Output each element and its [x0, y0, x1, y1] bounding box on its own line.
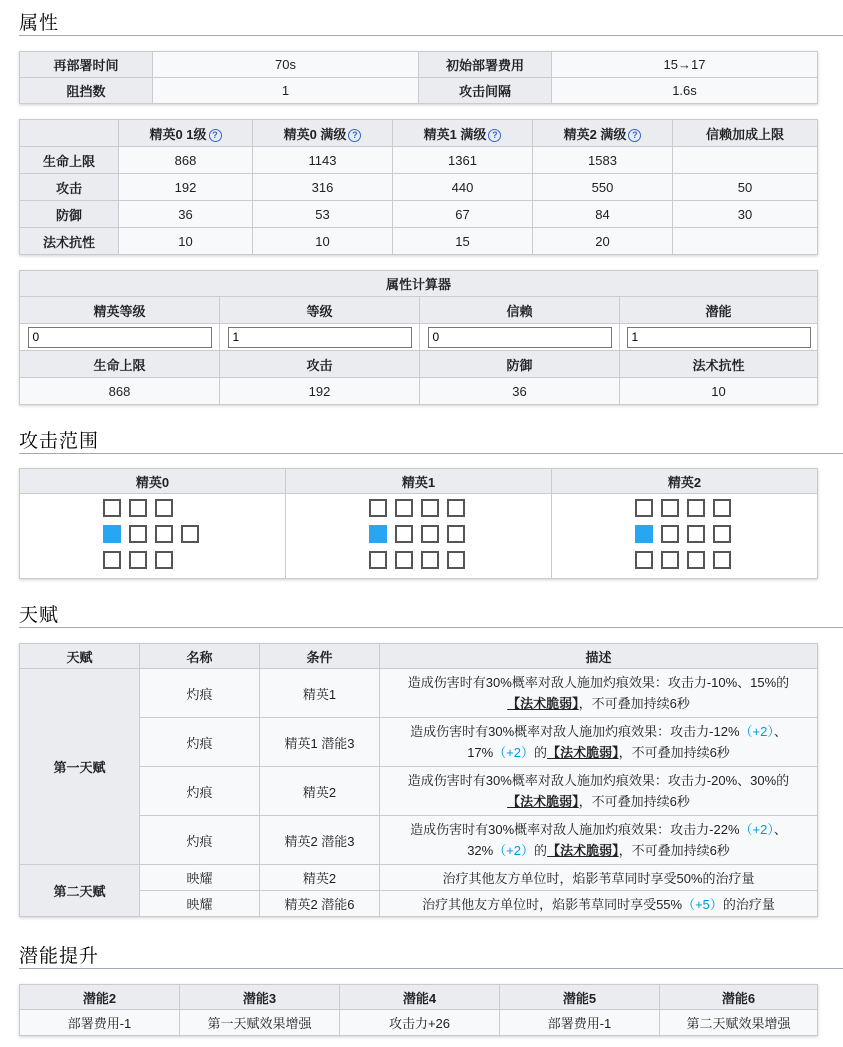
talent-condition: 精英2: [260, 865, 380, 891]
table-row: [20, 669, 818, 718]
range-tile: [687, 551, 705, 569]
range-grid: [103, 499, 203, 574]
stat-value: 868: [119, 147, 253, 174]
talent-header-desc: 描述: [380, 644, 818, 669]
range-grid: [635, 499, 735, 574]
elite-level-input[interactable]: [28, 327, 212, 348]
potential-header: 潜能3: [180, 985, 340, 1010]
stats-header-e0-max: 精英0 满级 ?: [253, 120, 393, 147]
trust-input[interactable]: [428, 327, 612, 348]
table-row: [20, 718, 818, 767]
range-tile: [635, 551, 653, 569]
stats-header-e1-max: 精英1 满级 ?: [393, 120, 533, 147]
range-tile: [155, 525, 173, 543]
block-value: 1: [153, 78, 419, 104]
calc-hp-label: 生命上限: [20, 351, 220, 378]
level-label: 等级: [220, 297, 420, 324]
potential-effect: 第二天赋效果增强: [660, 1010, 818, 1036]
talent-description: 造成伤害时有30%概率对敌人施加灼痕效果：攻击力-10%、15%的 【法术脆弱】，不可叠加持续6秒: [380, 669, 818, 718]
trust-label: 信赖: [420, 297, 620, 324]
operator-tile: [103, 525, 121, 543]
calc-atk-label: 攻击: [220, 351, 420, 378]
stat-value: 53: [253, 201, 393, 228]
talent-condition: 精英2: [260, 767, 380, 816]
range-tile: [155, 499, 173, 517]
row-label-res: 法术抗性: [20, 228, 119, 255]
stat-value: 10: [253, 228, 393, 255]
range-cell-e0: [20, 494, 286, 579]
stat-value: 1143: [253, 147, 393, 174]
potential-header: 潜能2: [20, 985, 180, 1010]
operator-tile: [369, 525, 387, 543]
section-divider: [19, 627, 843, 628]
section-title-range: 攻击范围: [19, 430, 100, 452]
help-icon[interactable]: ?: [628, 129, 641, 142]
keyword-link[interactable]: 【法术脆弱】: [547, 843, 619, 858]
stats-header-e0-1: 精英0 1级 ?: [119, 120, 253, 147]
stats-header-trust: 信赖加成上限: [673, 120, 818, 147]
stat-value: [673, 228, 818, 255]
help-icon[interactable]: ?: [209, 129, 222, 142]
range-tile: [421, 551, 439, 569]
talent-group-second: 第二天赋: [20, 865, 140, 917]
potential-effect: 攻击力+26: [340, 1010, 500, 1036]
operator-tile: [635, 525, 653, 543]
calc-def-label: 防御: [420, 351, 620, 378]
stat-value: 10: [119, 228, 253, 255]
talent-condition: 精英2 潜能3: [260, 816, 380, 865]
stats-table: [19, 119, 818, 255]
table-row: [20, 767, 818, 816]
stat-value: 316: [253, 174, 393, 201]
range-tile: [369, 551, 387, 569]
table-row: [20, 816, 818, 865]
potential-effect: 第一天赋效果增强: [180, 1010, 340, 1036]
range-header-e2: 精英2: [552, 469, 818, 494]
cost-value: 15→17: [552, 52, 818, 78]
cost-label: 初始部署费用: [419, 52, 552, 78]
help-icon[interactable]: ?: [488, 129, 501, 142]
table-row: [20, 228, 818, 255]
range-tile: [661, 499, 679, 517]
range-header-e1: 精英1: [286, 469, 552, 494]
range-tile: [447, 551, 465, 569]
row-label-atk: 攻击: [20, 174, 119, 201]
stats-header-e2-max: 精英2 满级 ?: [533, 120, 673, 147]
table-row: [20, 891, 818, 917]
stat-value: 84: [533, 201, 673, 228]
talent-name: 映耀: [140, 865, 260, 891]
stat-value: 30: [673, 201, 818, 228]
talent-header-name: 名称: [140, 644, 260, 669]
row-label-def: 防御: [20, 201, 119, 228]
keyword-link[interactable]: 【法术脆弱】: [507, 794, 579, 809]
potential-effect: 部署费用-1: [20, 1010, 180, 1036]
stat-value: 67: [393, 201, 533, 228]
talent-group-first: 第一天赋: [20, 669, 140, 865]
potential-label: 潜能: [620, 297, 818, 324]
range-tile: [369, 499, 387, 517]
range-cell-e1: [286, 494, 552, 579]
range-tile: [687, 499, 705, 517]
keyword-link[interactable]: 【法术脆弱】: [547, 745, 619, 760]
interval-value: 1.6s: [552, 78, 818, 104]
stat-value: [673, 147, 818, 174]
section-title-attributes: 属性: [19, 12, 60, 34]
calc-def-value: 36: [420, 378, 620, 405]
range-tile: [447, 499, 465, 517]
range-tile: [687, 525, 705, 543]
calc-res-value: 10: [620, 378, 818, 405]
range-tile: [129, 551, 147, 569]
range-tile: [395, 499, 413, 517]
range-tile: [395, 551, 413, 569]
table-row: [20, 201, 818, 228]
talent-description: 治疗其他友方单位时，焰影苇草同时享受50%的治疗量: [380, 865, 818, 891]
table-row: [20, 174, 818, 201]
help-icon[interactable]: ?: [348, 129, 361, 142]
calc-atk-value: 192: [220, 378, 420, 405]
stat-value: 550: [533, 174, 673, 201]
talent-description: 治疗其他友方单位时，焰影苇草同时享受55%（+5）的治疗量: [380, 891, 818, 917]
stat-value: 15: [393, 228, 533, 255]
talent-condition: 精英2 潜能6: [260, 891, 380, 917]
stats-corner: [20, 120, 119, 147]
range-cell-e2: [552, 494, 818, 579]
talent-name: 灼痕: [140, 816, 260, 865]
section-divider: [19, 968, 843, 969]
stat-value: 1361: [393, 147, 533, 174]
section-divider: [19, 453, 843, 454]
talent-description: 造成伤害时有30%概率对敌人施加灼痕效果：攻击力-22%（+2）、 32%（+2）的【法术脆弱】，不可叠加持续6秒: [380, 816, 818, 865]
stat-value: 36: [119, 201, 253, 228]
talent-description: 造成伤害时有30%概率对敌人施加灼痕效果：攻击力-20%、30%的 【法术脆弱】，不可叠加持续6秒: [380, 767, 818, 816]
potential-table: [19, 984, 818, 1036]
potential-header: 潜能6: [660, 985, 818, 1010]
range-tile: [635, 499, 653, 517]
keyword-link[interactable]: 【法术脆弱】: [507, 696, 579, 711]
stat-value: 192: [119, 174, 253, 201]
range-tile: [103, 551, 121, 569]
stat-value: 1583: [533, 147, 673, 174]
potential-input[interactable]: [627, 327, 811, 348]
stat-value: 440: [393, 174, 533, 201]
section-divider: [19, 35, 843, 36]
calc-res-label: 法术抗性: [620, 351, 818, 378]
potential-effect: 部署费用-1: [500, 1010, 660, 1036]
potential-header: 潜能5: [500, 985, 660, 1010]
row-label-hp: 生命上限: [20, 147, 119, 174]
range-table: [19, 468, 818, 579]
deploy-table: [19, 51, 818, 104]
redeploy-label: 再部署时间: [20, 52, 153, 78]
talents-table: [19, 643, 818, 917]
talent-description: 造成伤害时有30%概率对敌人施加灼痕效果：攻击力-12%（+2）、 17%（+2）的【法术脆弱】，不可叠加持续6秒: [380, 718, 818, 767]
stat-value: 20: [533, 228, 673, 255]
elite-level-label: 精英等级: [20, 297, 220, 324]
talent-header-cond: 条件: [260, 644, 380, 669]
range-tile: [395, 525, 413, 543]
stat-value: 50: [673, 174, 818, 201]
talent-name: 灼痕: [140, 669, 260, 718]
range-tile: [447, 525, 465, 543]
talent-name: 映耀: [140, 891, 260, 917]
range-tile: [181, 525, 199, 543]
interval-label: 攻击间隔: [419, 78, 552, 104]
range-tile: [661, 551, 679, 569]
calculator-table: [19, 270, 818, 405]
section-title-talents: 天赋: [19, 604, 60, 626]
range-tile: [713, 499, 731, 517]
range-tile: [103, 499, 121, 517]
level-input[interactable]: [228, 327, 412, 348]
talent-name: 灼痕: [140, 718, 260, 767]
range-tile: [713, 551, 731, 569]
talent-condition: 精英1 潜能3: [260, 718, 380, 767]
talent-name: 灼痕: [140, 767, 260, 816]
section-title-potential: 潜能提升: [19, 945, 100, 967]
range-tile: [129, 525, 147, 543]
range-tile: [421, 499, 439, 517]
redeploy-value: 70s: [153, 52, 419, 78]
range-grid: [369, 499, 469, 574]
range-tile: [713, 525, 731, 543]
block-label: 阻挡数: [20, 78, 153, 104]
calc-hp-value: 868: [20, 378, 220, 405]
range-tile: [155, 551, 173, 569]
table-row: [20, 147, 818, 174]
range-tile: [129, 499, 147, 517]
talent-header-talent: 天赋: [20, 644, 140, 669]
talent-condition: 精英1: [260, 669, 380, 718]
range-header-e0: 精英0: [20, 469, 286, 494]
range-tile: [421, 525, 439, 543]
calculator-title: 属性计算器: [20, 271, 818, 297]
range-tile: [661, 525, 679, 543]
table-row: [20, 865, 818, 891]
potential-header: 潜能4: [340, 985, 500, 1010]
